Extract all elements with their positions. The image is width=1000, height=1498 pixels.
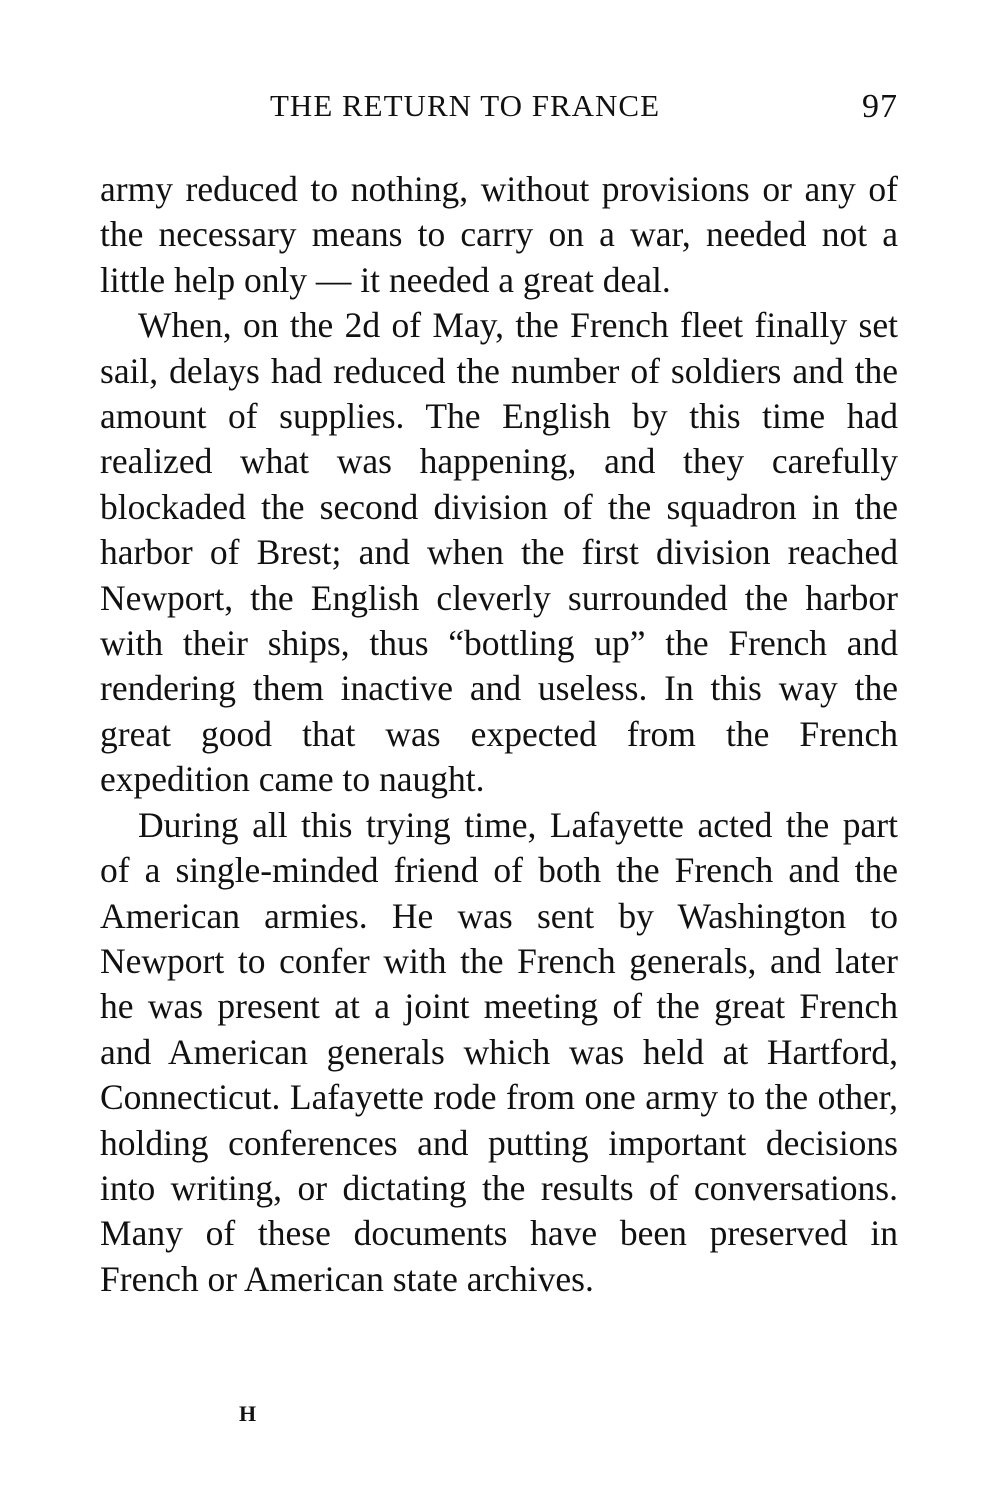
paragraph-continued: army reduced to nothing, without provisions or any of the necessary means to carry on a war, needed not a little help only — it needed a great deal. xyxy=(100,169,898,300)
paragraph-lafayette: During all this trying time, Lafayette acted the part of a single-minded friend of both the French and the American armies. He was sent by Washington to Newport to confer with the French generals, and later he was present at a joint meeting of the great French and American generals which was held at Hartford, Connecticut. Lafayette rode from one army to the other, holding conferences and putting important decisions into writing, or dictating the results of conversations. Many of these documents have been preserved in French or American state archives. xyxy=(100,804,898,1299)
signature-mark: H xyxy=(239,1401,257,1426)
paragraph-french-fleet: When, on the 2d of May, the French fleet finally set sail, delays had reduced the number of soldiers and the amount of supplies. The English by this time had realized what was happening, and they carefully blockaded the second division of the squadron in the harbor of Brest; and when the first division reached Newport, the English cleverly surrounded the harbor with their ships, thus “bottling up” the French and rendering them inactive and useless. In this way the great good that was expected from the French expedition came to naught. xyxy=(100,305,898,800)
body-text xyxy=(100,167,898,1302)
running-head xyxy=(100,88,898,134)
running-title: THE RETURN TO FRANCE xyxy=(270,88,661,123)
page-number: 97 xyxy=(862,88,898,125)
